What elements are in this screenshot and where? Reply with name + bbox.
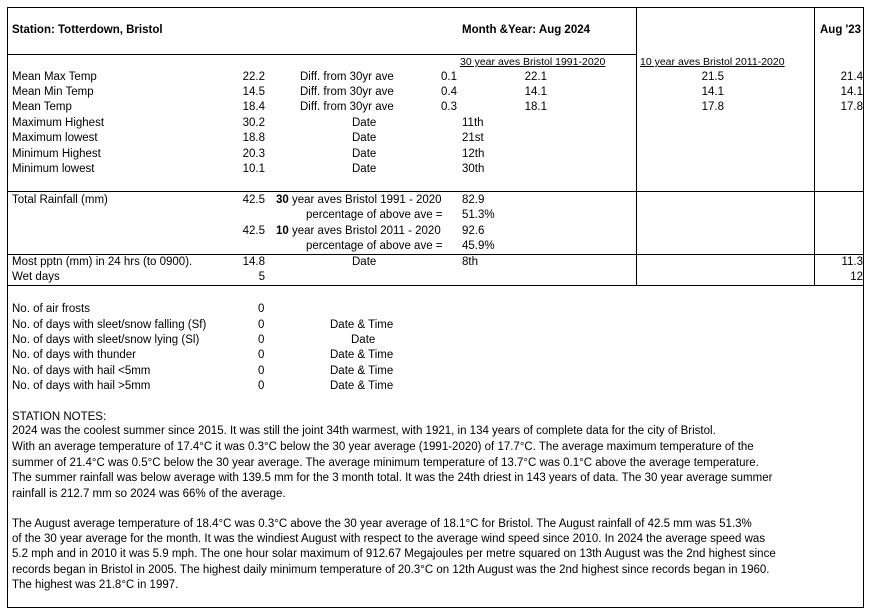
extreme-date-label: Date	[352, 117, 377, 129]
extreme-value: 20.3	[242, 148, 265, 160]
notes-line: The August average temperature of 18.4°C was 0.3°C above the 30 year average of 18.1°C for Bristol. The August rainfall of 42.5 mm was 51.3%	[12, 518, 752, 530]
rainfall-label: Total Rainfall (mm)	[12, 194, 108, 206]
days-label: No. of days with hail <5mm	[12, 365, 151, 377]
days-date-label: Date & Time	[330, 380, 394, 392]
temp-value: 18.4	[242, 101, 265, 113]
days-label: No. of days with sleet/snow lying (Sl)	[12, 334, 200, 346]
extreme-date-label: Date	[352, 132, 377, 144]
ave30-heading: 30 year aves Bristol 1991-2020	[460, 56, 606, 68]
extreme-date: 12th	[462, 148, 485, 160]
rain-pct: 45.9%	[462, 240, 495, 252]
pptn-label: Most pptn (mm) in 24 hrs (to 0900).	[12, 256, 193, 268]
extreme-label: Minimum lowest	[12, 163, 95, 175]
days-date-label: Date & Time	[330, 319, 394, 331]
temp-value: 14.5	[242, 86, 265, 98]
temp-label: Mean Temp	[12, 101, 72, 113]
notes-line: rainfall is 212.7 mm so 2024 was 66% of the average.	[12, 488, 286, 500]
temp-ave30: 22.1	[524, 71, 547, 83]
temp-ave10: 14.1	[701, 86, 724, 98]
rain-pct-label: percentage of above ave =	[306, 240, 443, 252]
notes-line: The summer rainfall was below average with 139.5 mm for the 3 month total. It was the 24th driest in 143 years of data. The 30 year average summer	[12, 472, 773, 484]
divider-pptn	[7, 285, 864, 286]
rainfall-value: 42.5	[242, 194, 265, 206]
extreme-date-label: Date	[352, 163, 377, 175]
days-label: No. of air frosts	[12, 303, 90, 315]
temp-ave10: 21.5	[701, 71, 724, 83]
notes-line: of the 30 year average for the month. It was the windiest August with respect to the average wind speed since 2010. In 2024 the average speed was	[12, 533, 766, 545]
wet-days-prev: 12	[850, 271, 863, 283]
extreme-value: 30.2	[242, 117, 265, 129]
temp-prev: 21.4	[840, 71, 863, 83]
rain-ave10-label: 10 year aves Bristol 2011 - 2020	[276, 225, 441, 237]
month-year: Month &Year: Aug 2024	[462, 24, 591, 36]
extreme-label: Maximum Highest	[12, 117, 105, 129]
temp-ave30: 18.1	[524, 101, 547, 113]
prev-year-heading: Aug '23	[820, 24, 862, 36]
days-label: No. of days with sleet/snow falling (Sf)	[12, 319, 207, 331]
extreme-date: 21st	[462, 132, 484, 144]
days-label: No. of days with thunder	[12, 349, 137, 361]
temp-ave30: 14.1	[524, 86, 547, 98]
divider-col-ave10	[636, 7, 637, 285]
notes-line: The highest was 21.8°C in 1997.	[12, 579, 179, 591]
extreme-value: 10.1	[242, 163, 265, 175]
days-value: 0	[258, 349, 265, 361]
days-date-label: Date & Time	[330, 349, 394, 361]
extreme-date-label: Date	[352, 148, 377, 160]
temp-label: Mean Max Temp	[12, 71, 97, 83]
pptn-date-label: Date	[352, 256, 377, 268]
rain-ave30-value: 82.9	[462, 194, 485, 206]
extreme-date: 11th	[462, 117, 484, 129]
days-value: 0	[258, 334, 265, 346]
days-value: 0	[258, 365, 265, 377]
wet-days-label: Wet days	[12, 271, 60, 283]
days-value: 0	[258, 319, 265, 331]
temp-value: 22.2	[242, 71, 265, 83]
rain-pct: 51.3%	[462, 209, 495, 221]
temp-diff: 0.4	[441, 86, 457, 98]
divider-col-prev	[814, 7, 815, 285]
ave10-heading: 10 year aves Bristol 2011-2020	[640, 56, 785, 68]
days-date-label: Date & Time	[330, 365, 394, 377]
temp-diff-label: Diff. from 30yr ave	[300, 71, 394, 83]
pptn-date: 8th	[462, 256, 478, 268]
extreme-date: 30th	[462, 163, 485, 175]
notes-line: summer of 21.4°C was 0.5°C below the 30 year average. The average minimum temperature of 13.7°C was 0.1°C above the average temperature.	[12, 457, 759, 469]
notes-line: records began in Bristol in 2005. The highest daily minimum temperature of 20.3°C on 12th August was the 2nd highest since records began in 1960.	[12, 564, 770, 576]
rain-ave10-value: 92.6	[462, 225, 485, 237]
pptn-value: 14.8	[242, 256, 265, 268]
extreme-label: Maximum lowest	[12, 132, 98, 144]
rain-ave30-label: 30 year aves Bristol 1991 - 2020	[276, 194, 442, 206]
station-name: Station: Totterdown, Bristol	[12, 24, 163, 36]
notes-line: With an average temperature of 17.4°C it was 0.3°C below the 30 year average (1991-2020) of 17.7°C. The average maximum temperature of the	[12, 441, 754, 453]
temp-prev: 17.8	[840, 101, 863, 113]
rain-pct-label: percentage of above ave =	[306, 209, 443, 221]
days-date-label: Date	[351, 334, 376, 346]
divider-temps	[7, 191, 864, 192]
temp-label: Mean Min Temp	[12, 86, 94, 98]
notes-line: 2024 was the coolest summer since 2015. It was still the joint 34th warmest, with 1921, in 134 years of complete data for the city of Bristol.	[12, 425, 716, 437]
temp-diff-label: Diff. from 30yr ave	[300, 101, 394, 113]
wet-days-value: 5	[258, 271, 265, 283]
pptn-prev: 11.3	[841, 256, 863, 268]
temp-diff-label: Diff. from 30yr ave	[300, 86, 394, 98]
extreme-value: 18.8	[242, 132, 265, 144]
days-value: 0	[258, 380, 265, 392]
temp-ave10: 17.8	[701, 101, 724, 113]
temp-diff: 0.3	[441, 101, 457, 113]
days-value: 0	[258, 303, 265, 315]
extreme-label: Minimum Highest	[12, 148, 101, 160]
temp-prev: 14.1	[840, 86, 863, 98]
notes-line: 5.2 mph and in 2010 it was 5.9 mph. The one hour solar maximum of 912.67 Megajoules per metre squared on 13th August was the 2nd highest since	[12, 548, 776, 560]
rainfall-value: 42.5	[242, 225, 265, 237]
temp-diff: 0.1	[441, 71, 457, 83]
days-label: No. of days with hail >5mm	[12, 380, 151, 392]
notes-heading: STATION NOTES:	[12, 411, 107, 423]
